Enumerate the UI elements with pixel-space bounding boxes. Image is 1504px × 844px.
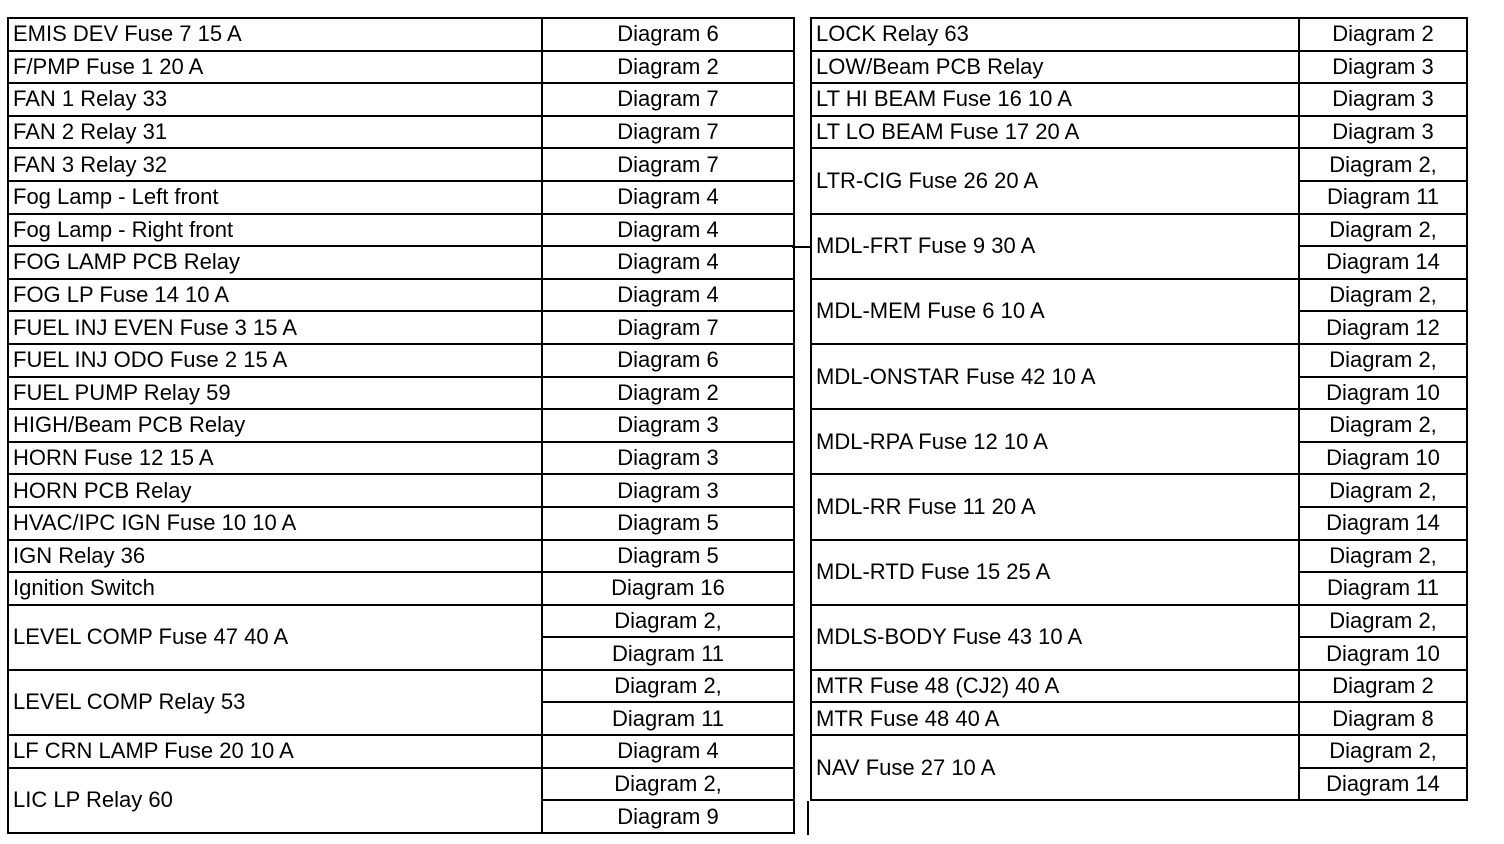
component-name-cell: FUEL INJ ODO Fuse 2 15 A [9,345,543,376]
diagram-ref: Diagram 3 [617,412,719,438]
table-row [9,19,795,52]
diagram-ref-cell [543,671,795,734]
diagram-ref: Diagram 4 [617,216,719,242]
table-row [812,703,1468,736]
diagram-ref-cell [543,378,795,409]
table-row [9,280,795,313]
component-name-cell: MTR Fuse 48 40 A [812,703,1300,734]
table-row [812,345,1468,410]
component-name-cell: LTR-CIG Fuse 26 20 A [812,149,1300,212]
diagram-ref: Diagram 14 [1300,506,1466,539]
table-row [812,19,1468,52]
diagram-ref: Diagram 11 [543,636,793,669]
diagram-ref-cell [543,508,795,539]
diagram-ref: Diagram 2, [614,673,722,699]
component-name-cell: FUEL PUMP Relay 59 [9,378,543,409]
diagram-ref: Diagram 11 [1300,180,1466,213]
table-row [9,345,795,378]
diagram-ref-cell [1300,606,1468,669]
diagram-ref: Diagram 14 [1300,245,1466,278]
diagram-ref: Diagram 4 [617,184,719,210]
component-name-cell: NAV Fuse 27 10 A [812,736,1300,799]
diagram-ref: Diagram 10 [1300,441,1466,474]
table-row [812,117,1468,150]
diagram-ref-cell [1300,541,1468,604]
table-row [9,573,795,606]
component-name-cell: LEVEL COMP Relay 53 [9,671,543,734]
table-row [812,410,1468,475]
right-table-tail-line [807,801,809,835]
component-name-cell: LOW/Beam PCB Relay [812,52,1300,83]
table-row [812,671,1468,704]
component-name-cell: LF CRN LAMP Fuse 20 10 A [9,736,543,767]
table-row [9,769,795,834]
component-name-cell: F/PMP Fuse 1 20 A [9,52,543,83]
diagram-ref-cell [543,182,795,213]
component-name-cell: MTR Fuse 48 (CJ2) 40 A [812,671,1300,702]
diagram-ref: Diagram 4 [617,738,719,764]
diagram-ref: Diagram 5 [617,542,719,568]
diagram-ref: Diagram 10 [1300,636,1466,669]
diagram-ref: Diagram 2, [1329,151,1437,177]
table-row [9,247,795,280]
component-name-cell: HVAC/IPC IGN Fuse 10 10 A [9,508,543,539]
table-row [812,149,1468,214]
component-name-cell: LOCK Relay 63 [812,19,1300,50]
diagram-ref: Diagram 11 [543,701,793,734]
diagram-ref-cell [543,84,795,115]
diagram-ref: Diagram 2, [614,607,722,633]
diagram-ref-cell [543,475,795,506]
diagram-ref: Diagram 10 [1300,376,1466,409]
diagram-ref: Diagram 2, [1329,738,1437,764]
component-name-cell: MDL-RR Fuse 11 20 A [812,475,1300,538]
diagram-ref: Diagram 3 [617,477,719,503]
diagram-ref: Diagram 14 [1300,767,1466,800]
component-name-cell: FOG LAMP PCB Relay [9,247,543,278]
component-name-cell: MDLS-BODY Fuse 43 10 A [812,606,1300,669]
diagram-ref-cell [1300,345,1468,408]
component-name-cell: FUEL INJ EVEN Fuse 3 15 A [9,312,543,343]
diagram-ref-cell [543,736,795,767]
component-name-cell: LIC LP Relay 60 [9,769,543,832]
component-name-cell: FOG LP Fuse 14 10 A [9,280,543,311]
table-row [9,378,795,411]
table-row [9,52,795,85]
diagram-ref: Diagram 12 [1300,310,1466,343]
component-name-cell: Fog Lamp - Left front [9,182,543,213]
component-name-cell: FAN 2 Relay 31 [9,117,543,148]
table-row [9,475,795,508]
table-row [9,736,795,769]
table-row [9,443,795,476]
diagram-ref: Diagram 5 [617,510,719,536]
diagram-ref-cell [543,443,795,474]
diagram-ref-cell [543,541,795,572]
diagram-ref: Diagram 2, [1329,607,1437,633]
diagram-ref-cell [1300,215,1468,278]
table-row [9,312,795,345]
component-name-cell: FAN 1 Relay 33 [9,84,543,115]
table-row [9,84,795,117]
component-name-cell: LT HI BEAM Fuse 16 10 A [812,84,1300,115]
diagram-ref-cell [543,52,795,83]
diagram-ref: Diagram 2, [1329,477,1437,503]
diagram-ref: Diagram 7 [617,314,719,340]
diagram-ref-cell [543,117,795,148]
diagram-ref: Diagram 7 [617,119,719,145]
diagram-ref: Diagram 6 [617,21,719,47]
component-name-cell: MDL-MEM Fuse 6 10 A [812,280,1300,343]
table-row [9,410,795,443]
diagram-ref: Diagram 4 [617,249,719,275]
diagram-ref-cell [543,312,795,343]
diagram-ref-cell [1300,703,1468,734]
table-row [812,52,1468,85]
diagram-ref: Diagram 2, [1329,412,1437,438]
diagram-ref-cell [1300,84,1468,115]
diagram-ref-cell [543,19,795,50]
table-row [9,508,795,541]
component-name-cell: MDL-ONSTAR Fuse 42 10 A [812,345,1300,408]
table-row [812,475,1468,540]
component-name-cell: IGN Relay 36 [9,541,543,572]
component-name-cell: MDL-RTD Fuse 15 25 A [812,541,1300,604]
diagram-ref-cell [543,345,795,376]
diagram-ref: Diagram 2 [1332,673,1434,699]
table-row [9,117,795,150]
diagram-ref: Diagram 16 [611,575,725,601]
diagram-ref: Diagram 2, [1329,347,1437,373]
table-row [812,606,1468,671]
component-name-cell: HORN PCB Relay [9,475,543,506]
component-name-cell: HORN Fuse 12 15 A [9,443,543,474]
diagram-ref-cell [543,769,795,832]
table-row [9,215,795,248]
table-row [812,541,1468,606]
component-name-cell: LEVEL COMP Fuse 47 40 A [9,606,543,669]
diagram-ref-cell [543,280,795,311]
diagram-ref-cell [543,149,795,180]
diagram-ref-cell [543,215,795,246]
diagram-ref: Diagram 3 [1332,86,1434,112]
diagram-ref-cell [1300,736,1468,799]
diagram-ref-cell [1300,410,1468,473]
table-row [9,671,795,736]
table-row [9,541,795,574]
diagram-ref: Diagram 8 [1332,705,1434,731]
diagram-ref: Diagram 11 [1300,571,1466,604]
right-index-table [810,17,1468,801]
diagram-ref-cell [1300,671,1468,702]
component-name-cell: MDL-RPA Fuse 12 10 A [812,410,1300,473]
diagram-ref-cell [1300,149,1468,212]
diagram-ref-cell [1300,280,1468,343]
component-name-cell: MDL-FRT Fuse 9 30 A [812,215,1300,278]
diagram-ref: Diagram 7 [617,86,719,112]
diagram-ref-cell [543,247,795,278]
diagram-ref: Diagram 9 [543,799,793,832]
diagram-ref-cell [1300,475,1468,538]
diagram-ref: Diagram 2 [1332,21,1434,47]
diagram-ref: Diagram 2 [617,53,719,79]
table-row [9,182,795,215]
component-name-cell: Ignition Switch [9,573,543,604]
table-connector-line [792,246,810,248]
diagram-ref-cell [543,606,795,669]
diagram-ref: Diagram 4 [617,282,719,308]
table-row [812,84,1468,117]
diagram-ref: Diagram 2, [1329,542,1437,568]
component-name-cell: Fog Lamp - Right front [9,215,543,246]
diagram-ref-cell [543,410,795,441]
diagram-ref-cell [1300,117,1468,148]
diagram-ref-cell [1300,19,1468,50]
table-row [812,215,1468,280]
diagram-ref: Diagram 2, [614,770,722,796]
table-row [812,280,1468,345]
diagram-ref-cell [543,573,795,604]
component-name-cell: EMIS DEV Fuse 7 15 A [9,19,543,50]
diagram-ref: Diagram 2, [1329,216,1437,242]
component-name-cell: HIGH/Beam PCB Relay [9,410,543,441]
component-name-cell: FAN 3 Relay 32 [9,149,543,180]
diagram-ref: Diagram 3 [617,445,719,471]
table-row [9,149,795,182]
table-row [9,606,795,671]
diagram-ref: Diagram 2, [1329,282,1437,308]
left-index-table [7,17,795,834]
diagram-ref: Diagram 6 [617,347,719,373]
diagram-ref-cell [1300,52,1468,83]
table-row [812,736,1468,801]
diagram-ref: Diagram 7 [617,151,719,177]
diagram-ref: Diagram 3 [1332,53,1434,79]
diagram-ref: Diagram 2 [617,379,719,405]
component-name-cell: LT LO BEAM Fuse 17 20 A [812,117,1300,148]
diagram-ref: Diagram 3 [1332,119,1434,145]
